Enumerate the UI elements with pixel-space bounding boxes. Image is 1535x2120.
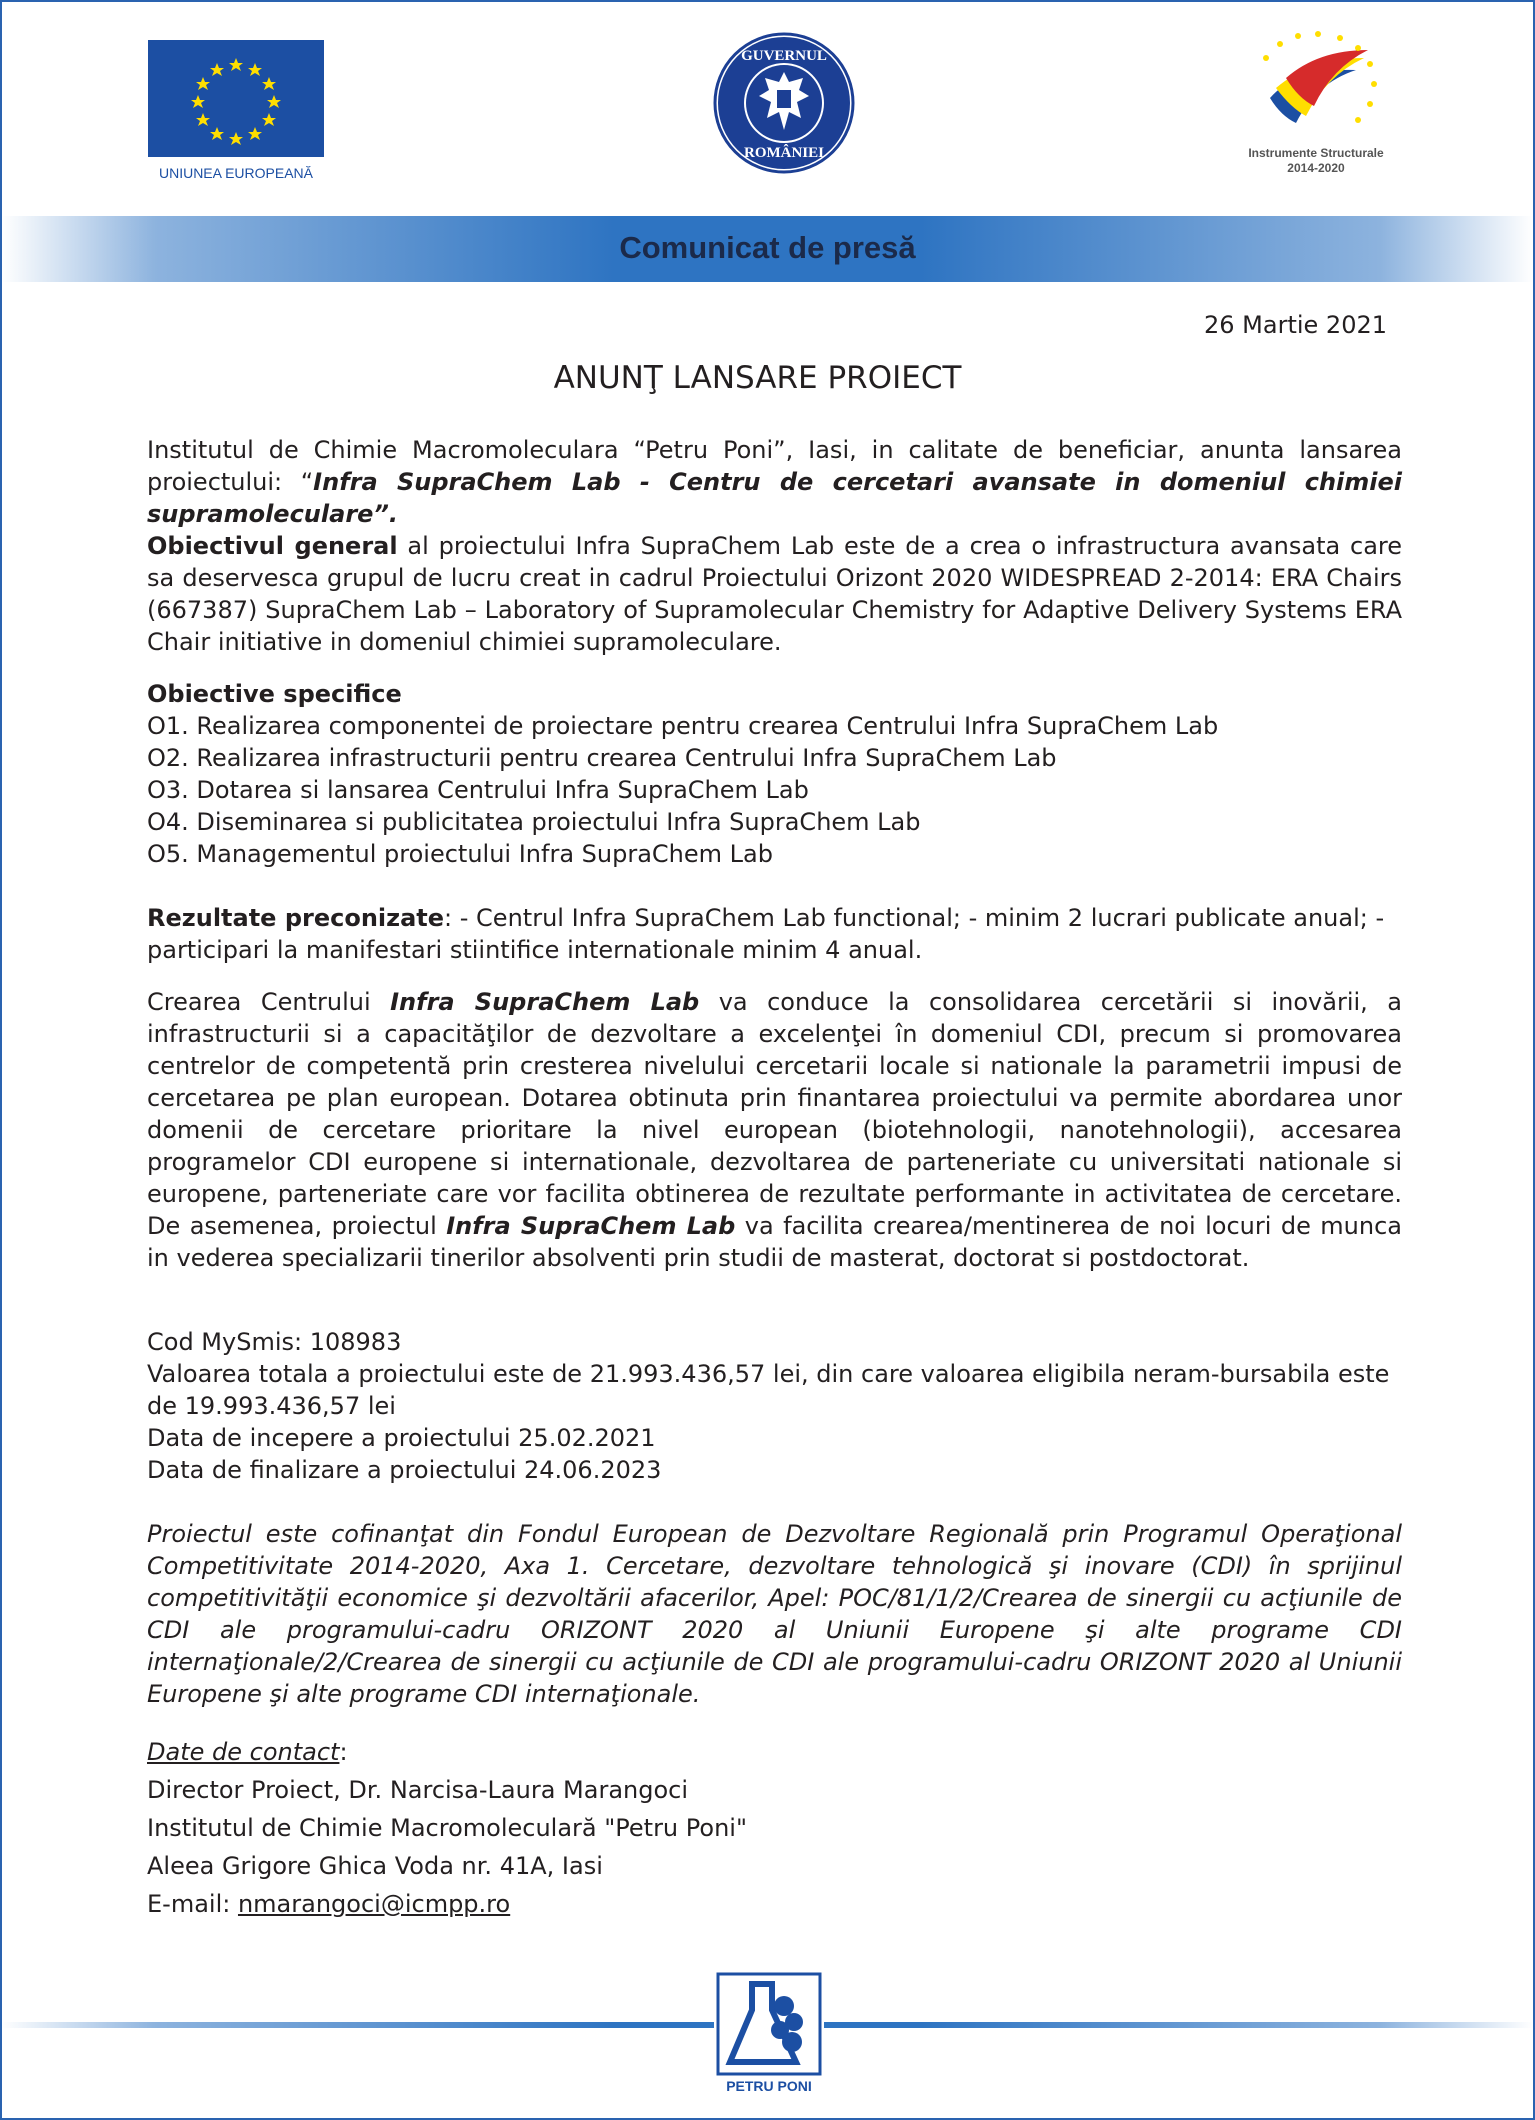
contact-address: Aleea Grigore Ghica Voda nr. 41A, Iasi: [147, 1852, 603, 1880]
page-title: ANUNŢ LANSARE PROIECT: [553, 360, 962, 396]
eu-logo: [148, 40, 324, 183]
release-date: 26 Martie 2021: [1204, 311, 1387, 339]
objectives-specific-label: Obiective specifice: [147, 680, 402, 708]
svg-text:ROMÂNIEI: ROMÂNIEI: [743, 145, 825, 161]
intro-text-1: Institutul de Chimie Macromoleculara “Petru Poni”, Iasi, in calitate de beneficiar, anunta lansarea proiectului: “: [147, 436, 1402, 496]
objective-general-label: Obiectivul general: [147, 532, 398, 560]
body-text-c: va facilita crearea/mentinerea de noi locuri de munca in vederea specializarii tinerilor absolventi prin studii de masterat, doctorat si postdoctorat.: [147, 1212, 1403, 1272]
press-release-banner: [2, 216, 1533, 282]
eu-flag-icon: [148, 40, 324, 157]
funding-statement: Proiectul este cofinanţat din Fondul European de Dezvoltare Regională prin Programul Operaţional Competitivitate 2014-2020, Axa 1. Cercetare, dezvoltare tehnologică şi inovare (CDI) în sprijinul competitivităţii economice şi dezvoltării afacerilor, Apel: POC/81/1/2/Crearea de sinergii cu acţiunile de CDI ale programului-cadru ORIZONT 2020 al Uniunii Europene şi alte programe CDI internaţionale/2/Crearea de sinergii cu acţiunile de CDI ale programului-cadru ORIZONT 2020 al Uniunii Europene şi alte programe CDI internaţionale.: [147, 1520, 1402, 1708]
objective-general-paragraph: [147, 530, 1402, 658]
contact-email-label: E-mail:: [147, 1890, 238, 1918]
banner-title: Comunicat de presă: [619, 230, 916, 265]
intro-text-2: ”.: [373, 500, 399, 528]
results-text: : - Centrul Infra SupraChem Lab functional; - minim 2 lucrari publicate anual; - participari la manifestari stiintifice internationale minim 4 anual.: [147, 904, 1385, 964]
petru-poni-caption: PETRU PONI: [726, 2078, 812, 2094]
contact-heading: [147, 1736, 1402, 1768]
end-date: Data de finalizare a proiectului 24.06.2023: [147, 1456, 662, 1484]
objective-general-text: al proiectului Infra SupraChem Lab este de a crea o infrastructura avansata care sa deservesca grupul de lucru creat in cadrul Proiectului Orizont 2020 WIDESPREAD 2-2014: ERA Chairs (667387) SupraChem Lab – Laboratory of Supramolecular Chemistry for Adaptive Delivery Systems ERA Chair initiative in domeniul chimiei supramoleculare.: [147, 532, 1403, 656]
results-paragraph: [147, 902, 1402, 966]
cod-mysmis: Cod MySmis: 108983: [147, 1328, 402, 1356]
contact-institute: Institutul de Chimie Macromoleculară "Petru Poni": [147, 1814, 747, 1842]
body-project-name-1: Infra SupraChem Lab: [390, 988, 700, 1016]
main-content: [147, 434, 1402, 1920]
is-caption-line-1: Instrumente Structurale: [1248, 146, 1384, 160]
body-text-b: va conduce la consolidarea cercetării si inovării, a infrastructurii si a capacităţilor de dezvoltare a excelenţei în domeniul CDI, precum si promovarea centrelor de competentă prin cresterea nivelului cercetarii locale si nationale la parametrii impusi de cercetarea pe plan european. Dotarea obtinuta prin finantarea proiectului va permite abordarea unor domenii de cercetare prioritare la nivel european (biotehnologii, nanotehnologii), accesarea programelor CDI europene si internationale, dezvoltarea de parteneriate cu universitati nationale si europene, parteneriate care vor facilita obtinerea de rezultate performante in activitatea de cercetare. De asemenea, proiectul: [147, 988, 1402, 1240]
objective-item: O2. Realizarea infrastructurii pentru crearea Centrului Infra SupraChem Lab: [147, 744, 1057, 772]
instrumente-structurale-icon: [1236, 28, 1396, 143]
is-caption: [1236, 146, 1396, 176]
svg-text:GUVERNUL: GUVERNUL: [741, 48, 827, 64]
objective-item: O1. Realizarea componentei de proiectare pentru crearea Centrului Infra SupraChem Lab: [147, 712, 1219, 740]
instrumente-structurale-logo: [1236, 28, 1396, 178]
is-caption-line-2: 2014-2020: [1287, 161, 1345, 175]
contact-email-line: [147, 1888, 1402, 1920]
contact-label: Date de contact: [147, 1738, 340, 1766]
contact-colon: :: [339, 1738, 348, 1766]
objective-item: O4. Diseminarea si publicitatea proiectului Infra SupraChem Lab: [147, 808, 921, 836]
eu-caption: UNIUNEA EUROPEANĂ: [158, 165, 314, 181]
body-project-name-2: Infra SupraChem Lab: [446, 1212, 736, 1240]
start-date: Data de incepere a proiectului 25.02.2021: [147, 1424, 656, 1452]
body-paragraph: [147, 986, 1402, 1274]
project-name: Infra SupraChem Lab - Centru de cercetari avansate in domeniul chimiei supramoleculare: [147, 468, 1402, 528]
objective-item: O3. Dotarea si lansarea Centrului Infra SupraChem Lab: [147, 776, 809, 804]
contact-director: Director Proiect, Dr. Narcisa-Laura Marangoci: [147, 1776, 689, 1804]
header: [0, 0, 1535, 210]
body-text-a: Crearea Centrului: [147, 988, 391, 1016]
contact-email-link[interactable]: nmarangoci@icmpp.ro: [237, 1890, 511, 1918]
petru-poni-logo: [714, 1970, 824, 2098]
project-value: Valoarea totala a proiectului este de 21.993.436,57 lei, din care valoarea eligibila neram-bursabila este de 19.993.436,57 lei: [147, 1360, 1390, 1420]
romanian-government-seal-icon: [713, 32, 855, 174]
results-label: Rezultate preconizate: [147, 904, 445, 932]
intro-paragraph: [147, 434, 1402, 530]
objective-item: O5. Managementul proiectului Infra SupraChem Lab: [147, 840, 773, 868]
flask-icon: [714, 1970, 824, 2078]
